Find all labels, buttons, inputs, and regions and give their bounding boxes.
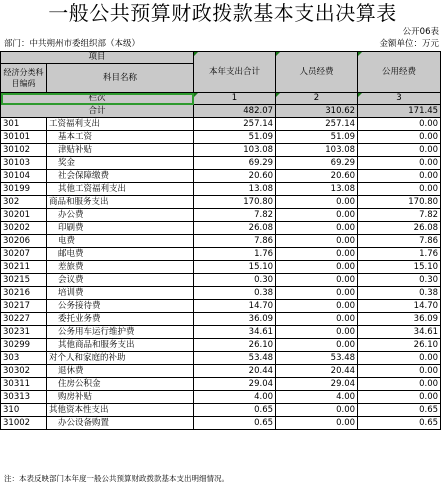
table-row — [1, 287, 441, 300]
personnel-value-cell[interactable]: 0.00 — [276, 261, 358, 274]
public-value-cell[interactable]: 0.00 — [358, 183, 441, 196]
item-name-cell[interactable]: 退休费 — [47, 365, 194, 378]
total-value-cell[interactable]: 7.82 — [194, 209, 276, 222]
econ-code-cell[interactable]: 30102 — [1, 144, 47, 157]
econ-code-cell[interactable]: 30231 — [1, 326, 47, 339]
personnel-value-cell[interactable]: 51.09 — [276, 131, 358, 144]
seq-col-2[interactable]: 2 — [276, 93, 358, 105]
personnel-value-cell[interactable]: 0.00 — [276, 209, 358, 222]
personnel-value-cell[interactable]: 257.14 — [276, 118, 358, 131]
personnel-value-cell[interactable]: 53.48 — [276, 352, 358, 365]
table-row — [1, 417, 441, 430]
item-name-cell[interactable]: 其他资本性支出 — [47, 404, 194, 417]
table-row — [1, 391, 441, 404]
total-value-cell[interactable]: 36.09 — [194, 313, 276, 326]
public-value-cell[interactable]: 0.00 — [358, 352, 441, 365]
total-value-cell[interactable]: 51.09 — [194, 131, 276, 144]
econ-code-cell[interactable]: 302 — [1, 196, 47, 209]
item-name-cell[interactable]: 公务接待费 — [47, 300, 194, 313]
econ-code-cell[interactable]: 30199 — [1, 183, 47, 196]
total-value-cell[interactable]: 53.48 — [194, 352, 276, 365]
econ-code-cell[interactable]: 31002 — [1, 417, 47, 430]
table-row — [1, 118, 441, 131]
table-row — [1, 274, 441, 287]
table-row — [1, 339, 441, 352]
public-value-cell[interactable]: 15.10 — [358, 261, 441, 274]
public-value-cell[interactable]: 0.38 — [358, 287, 441, 300]
item-name-cell[interactable]: 培训费 — [47, 287, 194, 300]
public-value-cell[interactable]: 7.82 — [358, 209, 441, 222]
col-personnel-header[interactable]: 人员经费 — [276, 52, 358, 93]
econ-code-cell[interactable]: 30216 — [1, 287, 47, 300]
public-value-cell[interactable]: 26.10 — [358, 339, 441, 352]
personnel-value-cell[interactable]: 0.00 — [276, 339, 358, 352]
report-title: 一般公共预算财政拨款基本支出决算表 — [48, 1, 397, 25]
seq-col-1[interactable]: 1 — [194, 93, 276, 105]
econ-code-cell[interactable]: 30211 — [1, 261, 47, 274]
table-row — [1, 352, 441, 365]
public-value-cell[interactable]: 0.00 — [358, 144, 441, 157]
table-row — [1, 404, 441, 417]
expenditure-table — [0, 51, 441, 430]
item-name-cell[interactable]: 住房公积金 — [47, 378, 194, 391]
table-row — [1, 183, 441, 196]
total-value-cell[interactable]: 103.08 — [194, 144, 276, 157]
col-total-header[interactable]: 本年支出合计 — [194, 52, 276, 93]
total-row — [1, 105, 441, 118]
public-value-cell[interactable]: 0.00 — [358, 170, 441, 183]
personnel-value-cell[interactable]: 13.08 — [276, 183, 358, 196]
personnel-value-cell[interactable]: 0.00 — [276, 300, 358, 313]
personnel-value-cell[interactable]: 103.08 — [276, 144, 358, 157]
total-value-cell[interactable]: 1.76 — [194, 248, 276, 261]
personnel-value-cell[interactable]: 0.00 — [276, 248, 358, 261]
item-name-cell[interactable]: 电费 — [47, 235, 194, 248]
personnel-value-cell[interactable]: 20.60 — [276, 170, 358, 183]
table-row — [1, 300, 441, 313]
total-value-cell[interactable]: 0.30 — [194, 274, 276, 287]
public-value-cell[interactable]: 0.65 — [358, 417, 441, 430]
item-name-cell[interactable]: 商品和服务支出 — [47, 196, 194, 209]
total-value-cell[interactable]: 20.60 — [194, 170, 276, 183]
total-value-cell[interactable]: 170.80 — [194, 196, 276, 209]
table-row — [1, 313, 441, 326]
item-name-cell[interactable]: 办公设备购置 — [47, 417, 194, 430]
total-value-cell[interactable]: 20.44 — [194, 365, 276, 378]
department-label: 部门：中共朔州市委组织部（本级） — [4, 39, 141, 49]
personnel-value-cell[interactable]: 4.00 — [276, 391, 358, 404]
personnel-value-cell[interactable]: 0.00 — [276, 417, 358, 430]
public-value-cell[interactable]: 0.00 — [358, 157, 441, 170]
econ-code-cell[interactable]: 30299 — [1, 339, 47, 352]
public-value-cell[interactable]: 0.00 — [358, 365, 441, 378]
seq-row-label[interactable]: 栏次 — [1, 93, 194, 105]
econ-code-cell[interactable]: 30302 — [1, 365, 47, 378]
public-value-cell[interactable]: 0.30 — [358, 274, 441, 287]
item-name-cell[interactable]: 津贴补贴 — [47, 144, 194, 157]
public-value-cell[interactable]: 0.65 — [358, 404, 441, 417]
table-row — [1, 170, 441, 183]
personnel-value-cell[interactable]: 0.00 — [276, 222, 358, 235]
total-value-cell[interactable]: 4.00 — [194, 391, 276, 404]
personnel-value-cell[interactable]: 0.00 — [276, 404, 358, 417]
econ-code-cell[interactable]: 30313 — [1, 391, 47, 404]
personnel-value-cell[interactable]: 0.00 — [276, 196, 358, 209]
econ-code-cell[interactable]: 30104 — [1, 170, 47, 183]
econ-code-cell[interactable]: 30215 — [1, 274, 47, 287]
public-value-cell[interactable]: 170.80 — [358, 196, 441, 209]
econ-code-cell[interactable]: 30206 — [1, 235, 47, 248]
table-row — [1, 365, 441, 378]
econ-code-cell[interactable]: 30103 — [1, 157, 47, 170]
public-value-cell[interactable]: 1.76 — [358, 248, 441, 261]
public-value-cell[interactable]: 0.00 — [358, 391, 441, 404]
footnote: 注：本表反映部门本年度一般公共预算财政拨款基本支出明细情况。 — [4, 474, 229, 483]
item-name-cell[interactable]: 购房补贴 — [47, 391, 194, 404]
econ-code-cell[interactable]: 30201 — [1, 209, 47, 222]
item-name-cell[interactable]: 基本工资 — [47, 131, 194, 144]
item-name-cell[interactable]: 公务用车运行维护费 — [47, 326, 194, 339]
table-row — [1, 131, 441, 144]
total-value-3[interactable]: 171.45 — [358, 105, 441, 118]
personnel-value-cell[interactable]: 20.44 — [276, 365, 358, 378]
project-header: 项目 — [1, 52, 194, 64]
personnel-value-cell[interactable]: 69.29 — [276, 157, 358, 170]
econ-code-cell[interactable]: 30207 — [1, 248, 47, 261]
table-row — [1, 235, 441, 248]
item-name-cell[interactable]: 工资福利支出 — [47, 118, 194, 131]
econ-code-header[interactable]: 经济分类科目编码 — [1, 64, 47, 93]
econ-code-cell[interactable]: 30202 — [1, 222, 47, 235]
public-value-cell[interactable]: 36.09 — [358, 313, 441, 326]
econ-code-cell[interactable]: 30311 — [1, 378, 47, 391]
personnel-value-cell[interactable]: 0.00 — [276, 326, 358, 339]
item-name-cell[interactable]: 邮电费 — [47, 248, 194, 261]
econ-code-cell[interactable]: 30227 — [1, 313, 47, 326]
total-value-cell[interactable]: 29.04 — [194, 378, 276, 391]
item-name-cell[interactable]: 社会保障缴费 — [47, 170, 194, 183]
total-value-cell[interactable]: 34.61 — [194, 326, 276, 339]
form-number: 公开06表 — [402, 27, 439, 37]
total-value-cell[interactable]: 0.65 — [194, 404, 276, 417]
item-name-cell[interactable]: 其他商品和服务支出 — [47, 339, 194, 352]
table-row — [1, 248, 441, 261]
econ-code-cell[interactable]: 30101 — [1, 131, 47, 144]
total-value-cell[interactable]: 14.70 — [194, 300, 276, 313]
table-row — [1, 144, 441, 157]
public-value-cell[interactable]: 7.86 — [358, 235, 441, 248]
public-value-cell[interactable]: 14.70 — [358, 300, 441, 313]
total-value-cell[interactable]: 26.10 — [194, 339, 276, 352]
public-value-cell[interactable]: 26.08 — [358, 222, 441, 235]
item-name-cell[interactable]: 对个人和家庭的补助 — [47, 352, 194, 365]
total-value-cell[interactable]: 0.65 — [194, 417, 276, 430]
seq-col-3[interactable]: 3 — [358, 93, 441, 105]
total-value-cell[interactable]: 15.10 — [194, 261, 276, 274]
col-public-header[interactable]: 公用经费 — [358, 52, 441, 93]
econ-code-cell[interactable]: 303 — [1, 352, 47, 365]
public-value-cell[interactable]: 34.61 — [358, 326, 441, 339]
total-value-cell[interactable]: 69.29 — [194, 157, 276, 170]
total-value-cell[interactable]: 0.38 — [194, 287, 276, 300]
table-row — [1, 222, 441, 235]
personnel-value-cell[interactable]: 0.00 — [276, 274, 358, 287]
table-row — [1, 378, 441, 391]
personnel-value-cell[interactable]: 0.00 — [276, 287, 358, 300]
item-name-cell[interactable]: 奖金 — [47, 157, 194, 170]
personnel-value-cell[interactable]: 29.04 — [276, 378, 358, 391]
personnel-value-cell[interactable]: 0.00 — [276, 235, 358, 248]
public-value-cell[interactable]: 0.00 — [358, 378, 441, 391]
econ-code-cell[interactable]: 310 — [1, 404, 47, 417]
table-row — [1, 196, 441, 209]
amount-unit: 金额单位：万元 — [379, 39, 439, 49]
personnel-value-cell[interactable]: 0.00 — [276, 313, 358, 326]
item-name-cell[interactable]: 会议费 — [47, 274, 194, 287]
total-value-cell[interactable]: 7.86 — [194, 235, 276, 248]
table-row — [1, 326, 441, 339]
item-name-cell[interactable]: 其他工资福利支出 — [47, 183, 194, 196]
total-value-2[interactable]: 310.62 — [276, 105, 358, 118]
item-name-cell[interactable]: 办公费 — [47, 209, 194, 222]
total-value-cell[interactable]: 257.14 — [194, 118, 276, 131]
public-value-cell[interactable]: 0.00 — [358, 118, 441, 131]
item-name-header[interactable]: 科目名称 — [47, 64, 194, 93]
item-name-cell[interactable]: 委托业务费 — [47, 313, 194, 326]
item-name-cell[interactable]: 差旅费 — [47, 261, 194, 274]
econ-code-cell[interactable]: 301 — [1, 118, 47, 131]
table-row — [1, 209, 441, 222]
total-value-1[interactable]: 482.07 — [194, 105, 276, 118]
public-value-cell[interactable]: 0.00 — [358, 131, 441, 144]
econ-code-cell[interactable]: 30217 — [1, 300, 47, 313]
table-row — [1, 157, 441, 170]
total-value-cell[interactable]: 13.08 — [194, 183, 276, 196]
table-row — [1, 261, 441, 274]
item-name-cell[interactable]: 印刷费 — [47, 222, 194, 235]
total-value-cell[interactable]: 26.08 — [194, 222, 276, 235]
total-label[interactable]: 合计 — [1, 105, 194, 118]
